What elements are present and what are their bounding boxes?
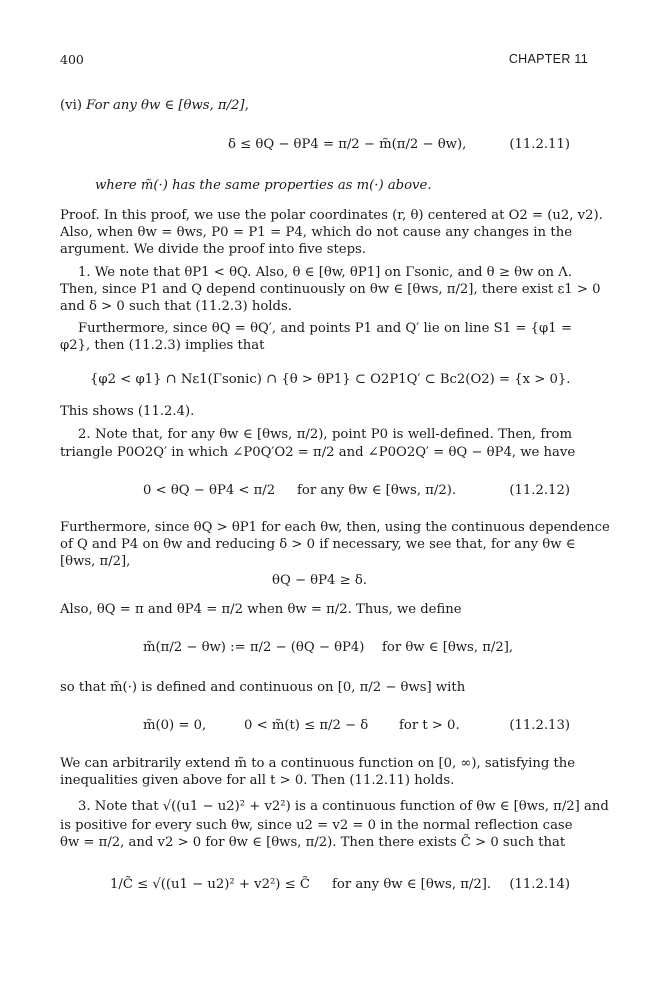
equation-11-2-14-right: for any θw ∈ [θws, π/2]. <box>332 877 492 892</box>
step2-after-2: of Q and P4 on θw and reducing δ > 0 if necessary, we see that, for any θw ∈ <box>60 537 576 552</box>
step2-inequality: θQ − θP4 ≥ δ. <box>272 573 367 588</box>
where-line: where m̃(·) has the same properties as m(·) above. <box>95 178 432 193</box>
step2-extend-1: We can arbitrarily extend m̃ to a continuous function on [0, ∞), satisfying the <box>60 756 576 771</box>
step1-furthermore-2: φ2}, then (11.2.3) implies that <box>60 338 265 353</box>
step1-line-1: 1. We note that θP1 < θQ. Also, θ ∈ [θw, θP1] on Γsonic, and θ ≥ θw on Λ. <box>78 265 572 280</box>
item-vi-label: (vi) <box>60 98 82 113</box>
step1-line-2: Then, since P1 and Q depend continuously on θw ∈ [θws, π/2], there exist ε1 > 0 <box>60 282 601 297</box>
item-vi <box>60 98 572 113</box>
step3-line-3: θw = π/2, and v2 > 0 for θw ∈ [θws, π/2). Then there exists C̃ > 0 such that <box>60 835 566 850</box>
step2-after-1: Furthermore, since θQ > θP1 for each θw, then, using the continuous dependence <box>60 520 610 535</box>
step2-so-that: so that m̃(·) is defined and continuous on [0, π/2 − θws] with <box>60 680 466 695</box>
step2-also: Also, θQ = π and θP4 = π/2 when θw = π/2. Thus, we define <box>60 602 462 617</box>
definition-m-tilde-right: for θw ∈ [θws, π/2], <box>382 640 514 655</box>
step1-line-3: and δ > 0 such that (11.2.3) holds. <box>60 299 292 314</box>
step3-line-2: is positive for every such θw, since u2 = v2 = 0 in the normal reflection case <box>60 818 573 833</box>
equation-11-2-12-right: for any θw ∈ [θws, π/2). <box>297 483 457 498</box>
equation-11-2-12-left: 0 < θQ − θP4 < π/2 <box>143 483 276 498</box>
step2-after-3: [θws, π/2], <box>60 554 131 569</box>
step1-display-equation: {φ2 < φ1} ∩ Nε1(Γsonic) ∩ {θ > θP1} ⊂ O2P1Q′ ⊂ Bc2(O2) = {x > 0}. <box>90 372 571 387</box>
equation-11-2-13-right: for t > 0. <box>399 718 460 733</box>
chapter-heading: CHAPTER 11 <box>508 52 588 66</box>
equation-number-11-2-14: (11.2.14) <box>509 877 570 892</box>
step2-extend-2: inequalities given above for all t > 0. Then (11.2.11) holds. <box>60 773 455 788</box>
equation-number-11-2-11: (11.2.11) <box>509 137 570 152</box>
equation-11-2-14-left: 1/C̃ ≤ √((u1 − u2)² + v2²) ≤ C̃ <box>110 877 310 892</box>
equation-11-2-13-left: m̃(0) = 0, <box>143 718 207 733</box>
proof-line-1: Proof. In this proof, we use the polar coordinates (r, θ) centered at O2 = (u2, v2). <box>60 208 603 223</box>
proof-line-3: argument. We divide the proof into five steps. <box>60 242 366 257</box>
step3-line-1: 3. Note that √((u1 − u2)² + v2²) is a continuous function of θw ∈ [θws, π/2] and <box>78 799 609 814</box>
definition-m-tilde-left: m̃(π/2 − θw) := π/2 − (θQ − θP4) <box>143 640 365 655</box>
item-vi-text: For any θw ∈ [θws, π/2], <box>86 98 249 113</box>
page-number: 400 <box>60 52 84 67</box>
equation-number-11-2-12: (11.2.12) <box>509 483 570 498</box>
step2-line-1: 2. Note that, for any θw ∈ [θws, π/2), point P0 is well-defined. Then, from <box>78 427 572 442</box>
step1-shows: This shows (11.2.4). <box>60 404 195 419</box>
step2-line-2: triangle P0O2Q′ in which ∠P0Q′O2 = π/2 and ∠P0O2Q′ = θQ − θP4, we have <box>60 445 576 460</box>
step1-furthermore-1: Furthermore, since θQ = θQ′, and points P1 and Q′ lie on line S1 = {φ1 = <box>78 321 572 336</box>
equation-11-2-11: δ ≤ θQ − θP4 = π/2 − m̃(π/2 − θw), <box>228 137 467 152</box>
equation-number-11-2-13: (11.2.13) <box>509 718 570 733</box>
proof-line-2: Also, when θw = θws, P0 = P1 = P4, which do not cause any changes in the <box>60 225 572 240</box>
equation-11-2-13-mid: 0 < m̃(t) ≤ π/2 − δ <box>244 718 369 733</box>
